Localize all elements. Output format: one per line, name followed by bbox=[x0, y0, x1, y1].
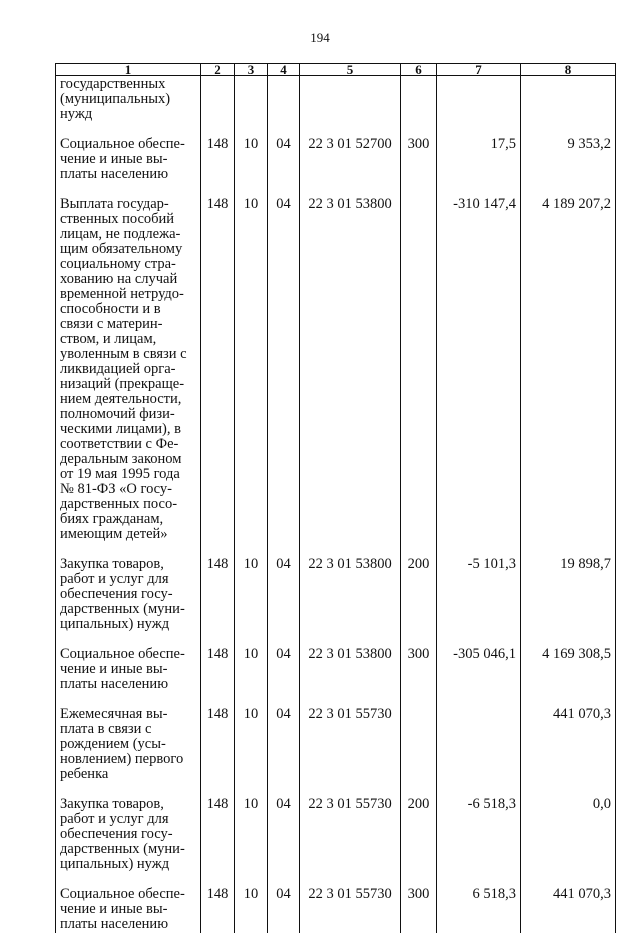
row-name: Социальное обеспе- чение и иные вы- платы населению bbox=[60, 886, 185, 932]
cell-col3: 10 bbox=[235, 707, 268, 797]
cell-col7: 17,5 bbox=[437, 137, 521, 197]
cell-col6 bbox=[401, 197, 437, 557]
table-row bbox=[56, 197, 616, 557]
cell-col8: 441 070,3 bbox=[521, 707, 616, 797]
column-header: 1 bbox=[56, 64, 201, 76]
cell-col8: 4 189 207,2 bbox=[521, 197, 616, 557]
table-header bbox=[56, 64, 616, 76]
cell-col6 bbox=[401, 707, 437, 797]
cell-col2: 148 bbox=[201, 647, 235, 707]
row-name: государственных (муниципальных) нужд bbox=[60, 76, 171, 122]
cell-col4: 04 bbox=[268, 647, 300, 707]
column-header: 5 bbox=[300, 64, 401, 76]
cell-col7 bbox=[437, 76, 521, 138]
column-header: 2 bbox=[201, 64, 235, 76]
row-name: Ежемесячная вы- плата в связи с рождением (усы- новлением) первого ребенка bbox=[60, 706, 184, 782]
cell-col3: 10 bbox=[235, 887, 268, 933]
cell-col6: 200 bbox=[401, 797, 437, 887]
cell-col7: -5 101,3 bbox=[437, 557, 521, 647]
cell-col4: 04 bbox=[268, 797, 300, 887]
cell-col2: 148 bbox=[201, 137, 235, 197]
cell-col4: 04 bbox=[268, 197, 300, 557]
cell-col3 bbox=[235, 76, 268, 138]
cell-col5: 22 3 01 53800 bbox=[300, 647, 401, 707]
cell-col3: 10 bbox=[235, 137, 268, 197]
row-name: Закупка товаров, работ и услуг для обеспечения госу- дарственных (муни- ципальных) нужд bbox=[60, 796, 185, 872]
cell-col3: 10 bbox=[235, 197, 268, 557]
cell-col7: -310 147,4 bbox=[437, 197, 521, 557]
column-header: 8 bbox=[521, 64, 616, 76]
cell-col8 bbox=[521, 76, 616, 138]
table-row bbox=[56, 76, 616, 138]
cell-col6: 300 bbox=[401, 137, 437, 197]
cell-col3: 10 bbox=[235, 557, 268, 647]
cell-col4: 04 bbox=[268, 707, 300, 797]
cell-col5: 22 3 01 52700 bbox=[300, 137, 401, 197]
cell-col3: 10 bbox=[235, 647, 268, 707]
cell-col8: 0,0 bbox=[521, 797, 616, 887]
row-name: Закупка товаров, работ и услуг для обеспечения госу- дарственных (муни- ципальных) нужд bbox=[60, 556, 185, 632]
cell-col2 bbox=[201, 76, 235, 138]
cell-col6: 200 bbox=[401, 557, 437, 647]
cell-col4: 04 bbox=[268, 137, 300, 197]
cell-col7: -6 518,3 bbox=[437, 797, 521, 887]
column-header: 6 bbox=[401, 64, 437, 76]
cell-col2: 148 bbox=[201, 797, 235, 887]
table-row bbox=[56, 557, 616, 647]
cell-col8: 441 070,3 bbox=[521, 887, 616, 933]
cell-col7: -305 046,1 bbox=[437, 647, 521, 707]
cell-col6: 300 bbox=[401, 647, 437, 707]
cell-col4: 04 bbox=[268, 557, 300, 647]
column-header: 7 bbox=[437, 64, 521, 76]
cell-col4: 04 bbox=[268, 887, 300, 933]
table-row bbox=[56, 797, 616, 887]
cell-col7: 6 518,3 bbox=[437, 887, 521, 933]
cell-col5: 22 3 01 55730 bbox=[300, 707, 401, 797]
cell-col8: 19 898,7 bbox=[521, 557, 616, 647]
cell-col5: 22 3 01 53800 bbox=[300, 197, 401, 557]
cell-col2: 148 bbox=[201, 707, 235, 797]
cell-col7 bbox=[437, 707, 521, 797]
table-row bbox=[56, 137, 616, 197]
column-header: 4 bbox=[268, 64, 300, 76]
budget-table bbox=[55, 63, 616, 933]
cell-col5: 22 3 01 55730 bbox=[300, 797, 401, 887]
cell-col3: 10 bbox=[235, 797, 268, 887]
row-name: Выплата государ- ственных пособий лицам, не подлежа- щим обязательному социальному стра- хованию на случай временной нетрудо- способности и в связи с материн- ством, и лицам, уволенным в связи с ликвидацией орга- низаций (прекраще- нием деятельности, полномочий физи- ческими лицами), в соответствии с Фе- деральным законом от 19 мая 1995 года № 81-ФЗ «О госу- дарственных посо- биях гражданам, имеющим детей» bbox=[60, 196, 187, 542]
row-name: Социальное обеспе- чение и иные вы- платы населению bbox=[60, 646, 185, 692]
table-row bbox=[56, 887, 616, 933]
table-row bbox=[56, 707, 616, 797]
table-row bbox=[56, 647, 616, 707]
page-number: 194 bbox=[310, 30, 330, 45]
cell-col2: 148 bbox=[201, 557, 235, 647]
column-header: 3 bbox=[235, 64, 268, 76]
cell-col6: 300 bbox=[401, 887, 437, 933]
cell-col8: 4 169 308,5 bbox=[521, 647, 616, 707]
row-name: Социальное обеспе- чение и иные вы- платы населению bbox=[60, 136, 185, 182]
cell-col5: 22 3 01 55730 bbox=[300, 887, 401, 933]
cell-col8: 9 353,2 bbox=[521, 137, 616, 197]
cell-col5: 22 3 01 53800 bbox=[300, 557, 401, 647]
cell-col2: 148 bbox=[201, 197, 235, 557]
cell-col4 bbox=[268, 76, 300, 138]
cell-col6 bbox=[401, 76, 437, 138]
cell-col5 bbox=[300, 76, 401, 138]
cell-col2: 148 bbox=[201, 887, 235, 933]
